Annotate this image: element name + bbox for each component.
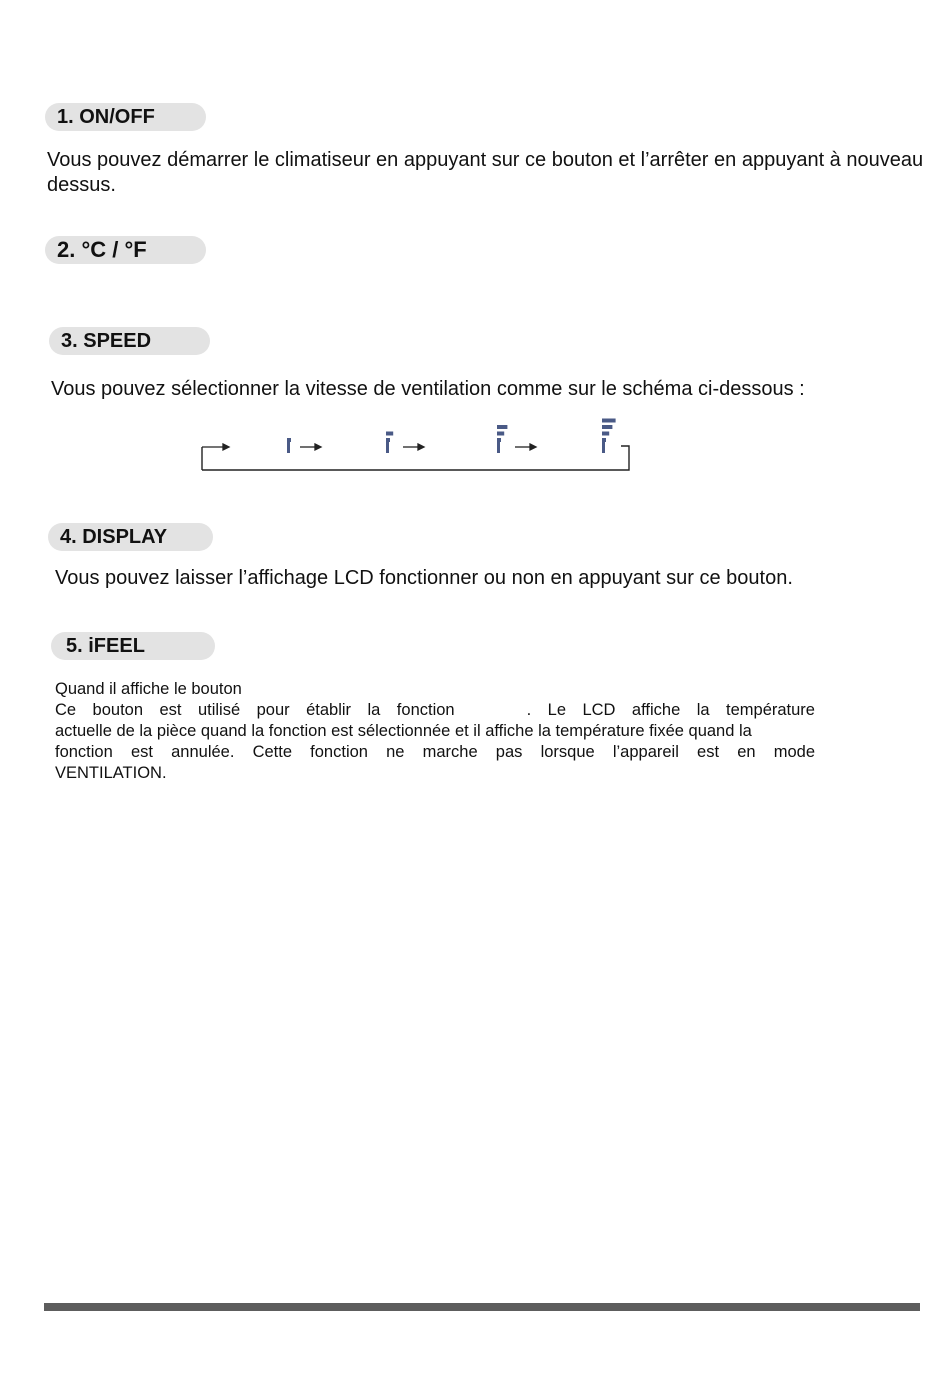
fan-speed-cycle-diagram: [190, 402, 650, 476]
arrow-icon: [202, 444, 229, 450]
cycle-loop-line: [202, 446, 629, 470]
onoff-description: Vous pouvez démarrer le climatiseur en appuyant sur ce bouton et l’arrêter en appuyant à nouveau dessus.: [47, 149, 924, 196]
footer-rule: [44, 1303, 920, 1311]
speed-description: Vous pouvez sélectionner la vitesse de ventilation comme sur le schéma ci-dessous :: [51, 378, 805, 400]
section-heading-onoff: 1. ON/OFF: [45, 103, 206, 131]
arrow-icon: [515, 444, 536, 450]
ifeel-line-5: VENTILATION.: [55, 764, 167, 782]
fan-speed-2-icon: [386, 432, 393, 454]
section-heading-unit: 2. °C / °F: [45, 236, 206, 264]
ifeel-description: [55, 679, 815, 784]
ifeel-line-2: [55, 700, 815, 721]
fan-speed-1-icon: [287, 438, 291, 453]
arrow-icon: [300, 444, 321, 450]
section-heading-ifeel: 5. iFEEL: [51, 632, 215, 660]
ifeel-line-3: actuelle de la pièce quand la fonction est sélectionnée et il affiche la température fixée quand la: [55, 722, 752, 740]
display-description: Vous pouvez laisser l’affichage LCD fonctionner ou non en appuyant sur ce bouton.: [55, 567, 793, 589]
section-heading-display: 4. DISPLAY: [48, 523, 213, 551]
ifeel-line-4: fonction est annulée. Cette fonction ne marche pas lorsque l’appareil est en mode: [55, 743, 815, 761]
ifeel-line-2a: Ce bouton est utilisé pour établir la fonction: [55, 701, 455, 719]
ifeel-line-1: Quand il affiche le bouton: [55, 680, 242, 698]
fan-speed-3-icon: [497, 425, 507, 453]
arrow-icon: [403, 444, 424, 450]
fan-speed-4-icon: [602, 419, 616, 454]
ifeel-line-2b: . Le LCD affiche la température: [526, 701, 815, 719]
section-heading-speed: 3. SPEED: [49, 327, 210, 355]
